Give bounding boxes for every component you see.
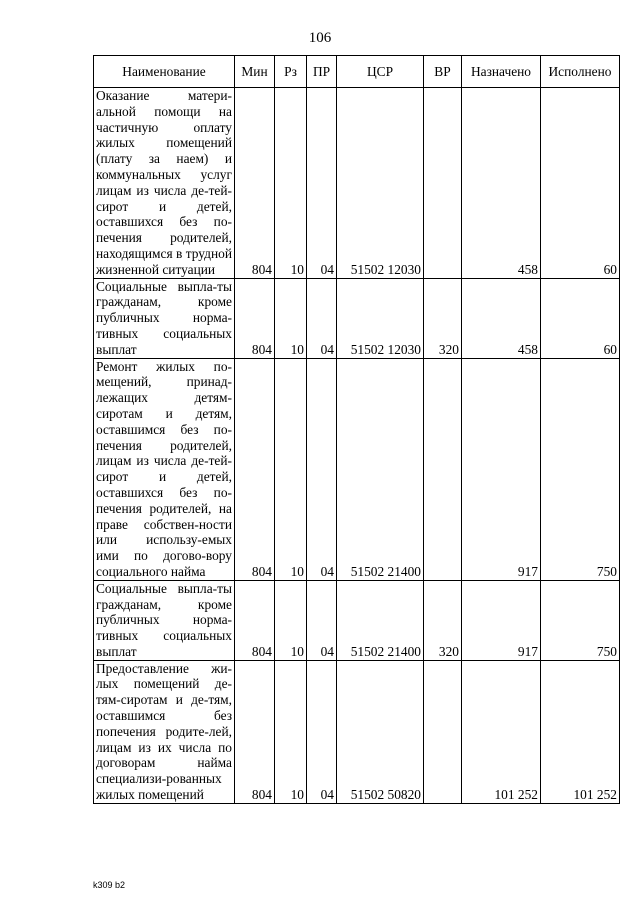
header-csr: ЦСР [337,56,424,88]
table-row [94,358,620,580]
table-row [94,580,620,660]
row-assigned: 101 252 [462,660,541,803]
row-name: Предоставление жи-лых помещений де-тям-сиротам и де-тям, оставшимся без попечения родите-лей, лицам из их числа по договорам найма специализи-рованных жилых помещений [94,660,235,803]
row-pr: 04 [307,88,337,279]
row-vr [424,88,462,279]
table-header-row [94,56,620,88]
page-number: 106 [308,30,332,46]
row-csr: 51502 21400 [337,580,424,660]
row-vr: 320 [424,278,462,358]
header-rz: Рз [275,56,307,88]
row-min: 804 [235,580,275,660]
row-csr: 51502 12030 [337,278,424,358]
row-name: Ремонт жилых по-мещений, принад-лежащих детям-сиротам и детям, оставшимся без по-печения родителей, лицам из числа де-тей-сирот и детей, оставшихся без по-печения родителей, на праве собствен-ности или использу-емых ими по догово-вору социального найма [94,358,235,580]
row-name: Социальные выпла-ты гражданам, кроме публичных норма-тивных социальных выплат [94,278,235,358]
row-pr: 04 [307,660,337,803]
table-row [94,278,620,358]
budget-table [93,55,620,804]
row-name: Оказание матери-альной помощи на частичную оплату жилых помещений (плату за наем) и коммунальных услуг лицам из числа де-тей-сирот и детей, оставшихся без по-печения родителей, находящимся в трудной жизненной ситуации [94,88,235,279]
row-rz: 10 [275,358,307,580]
row-csr: 51502 50820 [337,660,424,803]
row-min: 804 [235,358,275,580]
header-assigned: Назначено [462,56,541,88]
footer-code: k309 b2 [93,880,126,890]
row-assigned: 458 [462,278,541,358]
row-min: 804 [235,88,275,279]
table-row [94,660,620,803]
row-rz: 10 [275,278,307,358]
row-vr [424,660,462,803]
row-executed: 750 [541,580,620,660]
row-executed: 750 [541,358,620,580]
row-min: 804 [235,660,275,803]
row-pr: 04 [307,278,337,358]
header-vr: ВР [424,56,462,88]
row-executed: 60 [541,88,620,279]
row-csr: 51502 21400 [337,358,424,580]
row-assigned: 917 [462,358,541,580]
header-pr: ПР [307,56,337,88]
row-pr: 04 [307,580,337,660]
row-executed: 60 [541,278,620,358]
header-name: Наименование [94,56,235,88]
row-name: Социальные выпла-ты гражданам, кроме публичных норма-тивных социальных выплат [94,580,235,660]
row-rz: 10 [275,88,307,279]
row-assigned: 458 [462,88,541,279]
row-executed: 101 252 [541,660,620,803]
row-min: 804 [235,278,275,358]
row-pr: 04 [307,358,337,580]
row-rz: 10 [275,660,307,803]
row-rz: 10 [275,580,307,660]
row-vr: 320 [424,580,462,660]
row-csr: 51502 12030 [337,88,424,279]
row-vr [424,358,462,580]
header-executed: Исполнено [541,56,620,88]
row-assigned: 917 [462,580,541,660]
header-min: Мин [235,56,275,88]
table-row [94,88,620,279]
